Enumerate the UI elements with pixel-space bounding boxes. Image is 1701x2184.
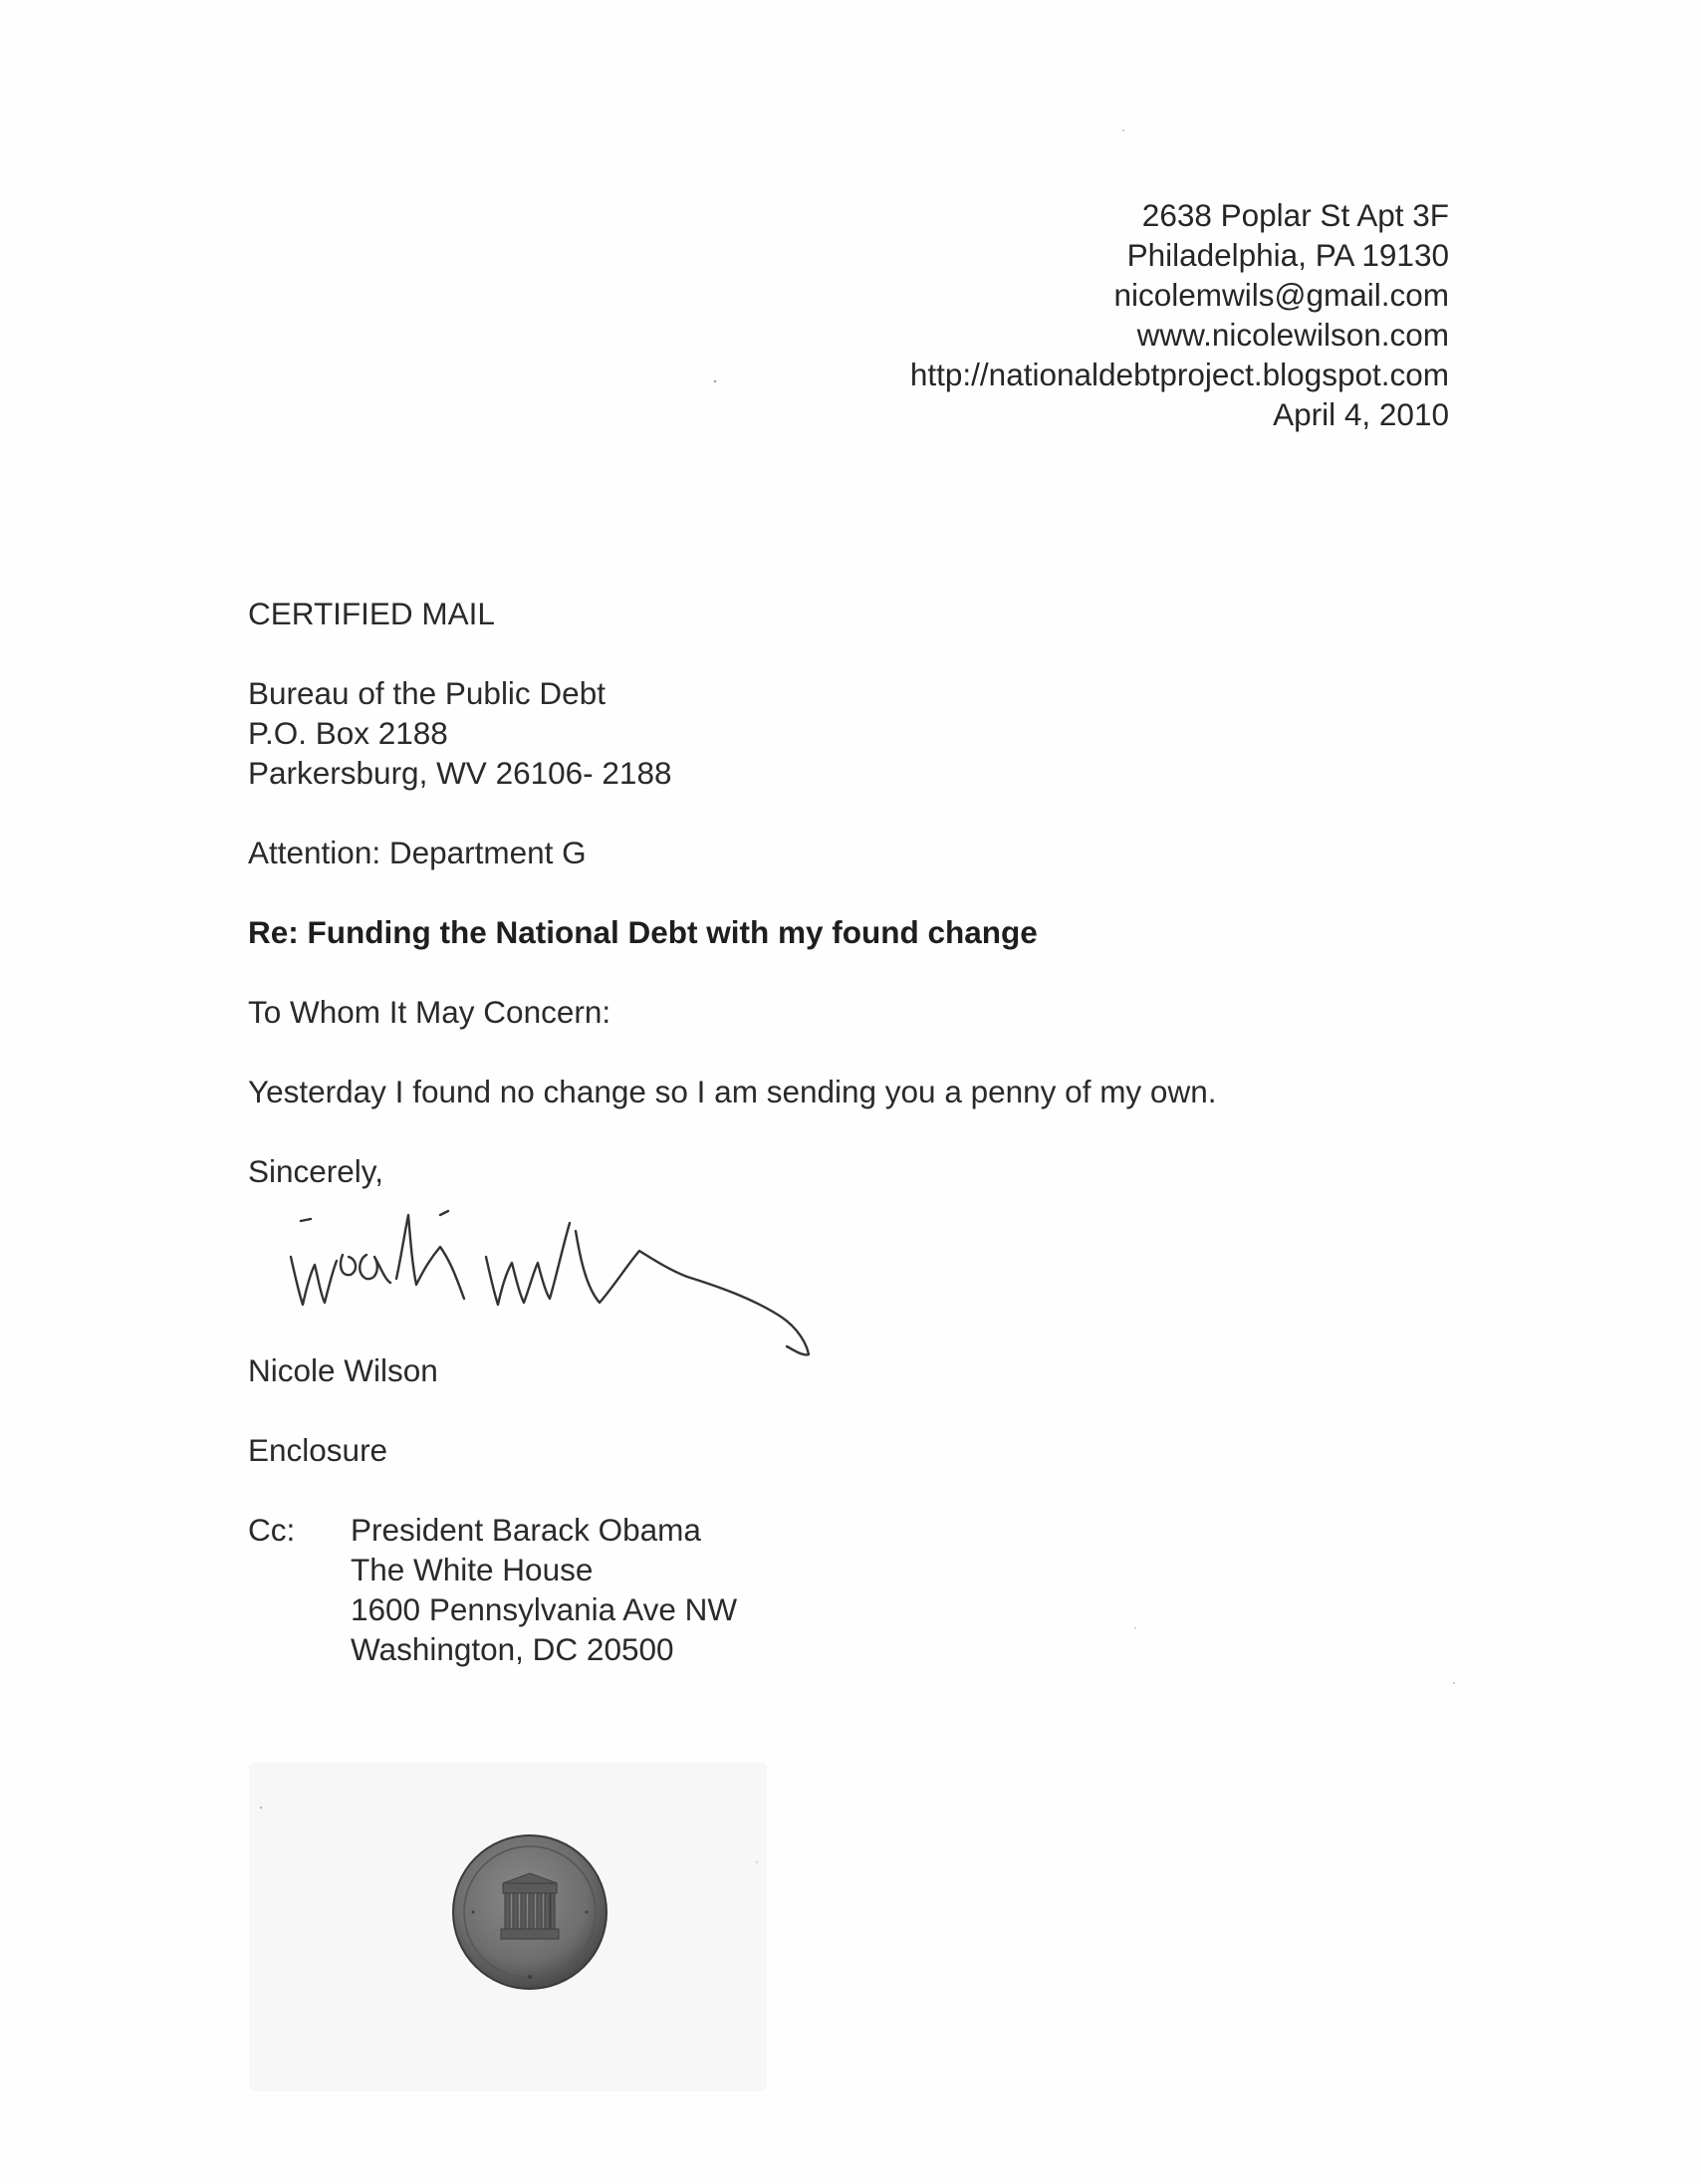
sender-blog-url: http://nationaldebtproject.blogspot.com	[909, 357, 1449, 392]
cc-address-block	[351, 1510, 737, 1669]
letter-body: Yesterday I found no change so I am sending you a penny of my own.	[248, 1074, 1217, 1109]
recipient-name: Bureau of the Public Debt	[248, 675, 606, 711]
salutation: To Whom It May Concern:	[248, 994, 611, 1030]
sender-address-block	[910, 195, 1449, 434]
signer-name: Nicole Wilson	[248, 1352, 438, 1388]
sender-website: www.nicolewilson.com	[1136, 317, 1449, 353]
closing: Sincerely,	[248, 1153, 383, 1189]
attention-line: Attention: Department G	[248, 835, 587, 870]
letter-date: April 4, 2010	[1273, 396, 1449, 432]
delivery-method: CERTIFIED MAIL	[248, 596, 495, 631]
sender-street: 2638 Poplar St Apt 3F	[1141, 197, 1449, 233]
cc-line: Washington, DC 20500	[351, 1631, 674, 1667]
recipient-po-box: P.O. Box 2188	[248, 715, 448, 751]
enclosure-notation: Enclosure	[248, 1432, 388, 1468]
cc-line: The White House	[351, 1552, 594, 1587]
recipient-city-line: Parkersburg, WV 26106- 2188	[248, 755, 672, 791]
sender-email: nicolemwils@gmail.com	[1113, 277, 1449, 313]
sender-city-line: Philadelphia, PA 19130	[1126, 237, 1449, 273]
penny-icon	[451, 1833, 608, 1991]
subject-line: Re: Funding the National Debt with my found change	[248, 914, 1038, 950]
cc-label: Cc:	[248, 1512, 296, 1548]
recipient-address-block	[248, 673, 671, 793]
cc-line: 1600 Pennsylvania Ave NW	[351, 1591, 738, 1627]
cc-line: President Barack Obama	[351, 1512, 701, 1548]
